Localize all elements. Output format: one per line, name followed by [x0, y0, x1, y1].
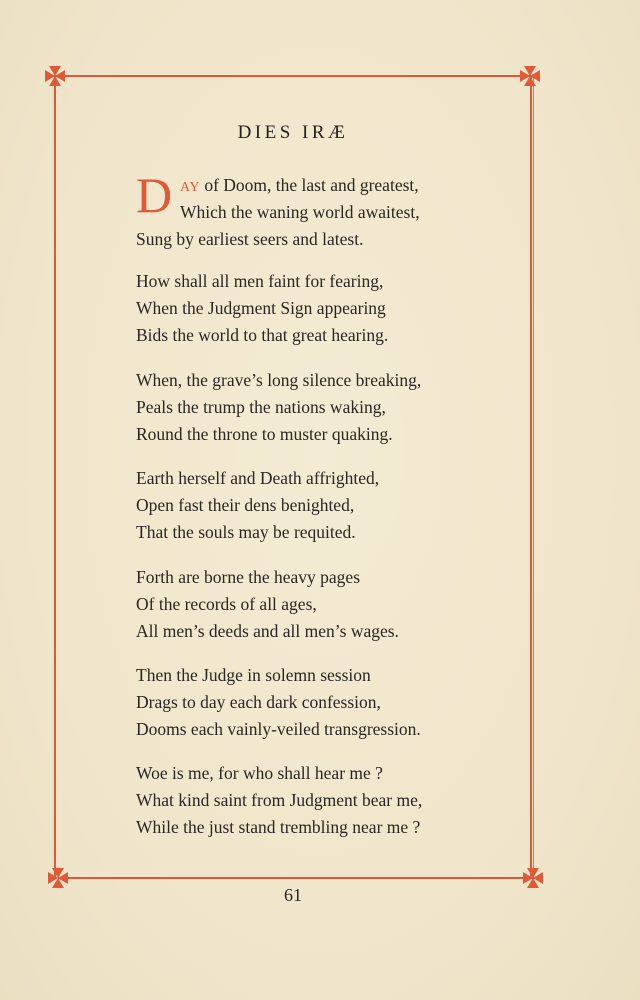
stanza-5-line-1: Forth are borne the heavy pages — [136, 567, 361, 587]
stanza-5 — [136, 564, 536, 645]
stanza-5-line-2: Of the records of all ages, — [136, 594, 317, 614]
stanza-6 — [136, 662, 536, 743]
stanza-7 — [136, 760, 536, 841]
stanza-1-line-3: Sung by earliest seers and latest. — [136, 229, 364, 249]
frame-left-rule — [54, 75, 56, 877]
stanza-3-line-3: Round the throne to muster quaking. — [136, 424, 393, 444]
stanza-5-line-3: All men’s deeds and all men’s wages. — [136, 621, 399, 641]
frame-top-rule — [54, 75, 530, 77]
stanza-3-line-2: Peals the trump the nations waking, — [136, 397, 386, 417]
corner-cross-icon-top-right — [518, 64, 542, 88]
stanza-4-line-3: That the souls may be requited. — [136, 522, 356, 542]
stanza-2-line-1: How shall all men faint for fearing, — [136, 271, 384, 291]
page-number: 61 — [284, 885, 302, 905]
stanza-1 — [136, 199, 536, 253]
frame-bottom-rule — [58, 877, 534, 879]
stanza-6-line-3: Dooms each vainly-veiled transgression. — [136, 719, 421, 739]
drop-cap-letter: D — [136, 167, 173, 223]
stanza-7-line-2: What kind saint from Judgment bear me, — [136, 790, 423, 810]
first-line-smallcaps: AY — [180, 180, 200, 195]
stanza-4-line-2: Open fast their dens benighted, — [136, 495, 355, 515]
stanza-7-line-3: While the just stand trembling near me ? — [136, 817, 421, 837]
first-line-rest: of Doom, the last and greatest, — [199, 175, 419, 195]
stanza-6-line-1: Then the Judge in solemn session — [136, 665, 371, 685]
stanza-2-line-2: When the Judgment Sign appearing — [136, 298, 386, 318]
stanza-4-line-1: Earth herself and Death affrighted, — [136, 468, 380, 488]
corner-cross-icon-top-left — [43, 64, 67, 88]
stanza-2 — [136, 268, 536, 349]
stanza-3-line-1: When, the grave’s long silence breaking, — [136, 370, 422, 390]
stanza-1-line-2: Which the waning world awaitest, — [180, 202, 420, 222]
stanza-1-line-1 — [180, 172, 419, 201]
stanza-6-line-2: Drags to day each dark confession, — [136, 692, 381, 712]
stanza-4 — [136, 465, 536, 546]
stanza-2-line-3: Bids the world to that great hearing. — [136, 325, 389, 345]
stanza-3 — [136, 367, 536, 448]
stanza-7-line-1: Woe is me, for who shall hear me ? — [136, 763, 383, 783]
poem-title: DIES IRÆ — [237, 122, 349, 143]
